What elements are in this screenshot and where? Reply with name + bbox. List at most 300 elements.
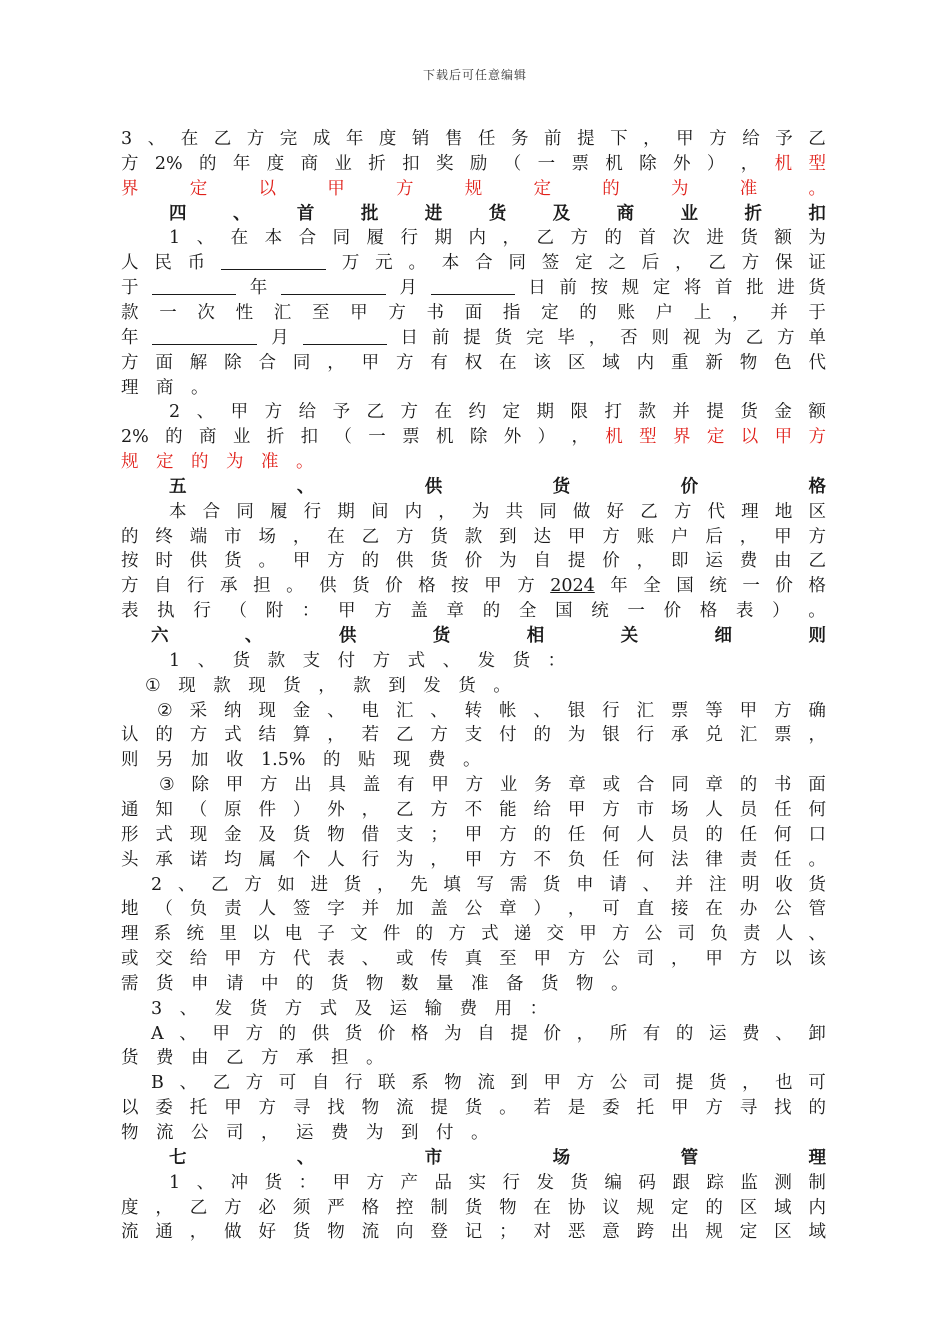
- text-char: 规: [621, 278, 640, 299]
- text-char: 人: [121, 253, 139, 274]
- text-char: 全: [643, 576, 661, 597]
- text-char: 甲: [225, 775, 244, 796]
- text-char: 货: [283, 675, 301, 696]
- text-char: ，: [567, 899, 586, 920]
- text-char: ，: [261, 1123, 279, 1143]
- text-char: 于: [121, 278, 139, 299]
- text-char: 定: [502, 402, 520, 423]
- text-char: 接: [671, 899, 689, 920]
- text-char: 另: [156, 750, 174, 771]
- text-char: 。: [808, 601, 826, 622]
- text-line: [121, 1121, 826, 1146]
- text-char: 的: [361, 551, 380, 572]
- text-char: 甲: [567, 526, 586, 547]
- text-char: 书: [426, 302, 444, 323]
- text-char: 在: [533, 1197, 551, 1218]
- text-char: 机: [436, 427, 454, 448]
- text-char: 内: [636, 352, 655, 373]
- text-char: 加: [396, 899, 414, 920]
- text-char: 需: [509, 874, 528, 895]
- text-char: 承: [220, 576, 238, 597]
- text-line: [121, 450, 826, 475]
- text-char: 日: [528, 278, 546, 299]
- text-char: 理: [808, 1147, 826, 1168]
- text-char: 统: [591, 601, 609, 622]
- text-char: 首: [638, 228, 656, 249]
- text-line: [151, 997, 826, 1022]
- text-char: 量: [436, 973, 454, 994]
- fill-in-blank[interactable]: [281, 276, 386, 295]
- text-char: （: [229, 601, 248, 622]
- text-char: 方: [430, 799, 448, 820]
- text-char: 商: [156, 377, 174, 398]
- text-line: [121, 748, 826, 773]
- text-char: 给: [533, 799, 551, 820]
- text-char: 除: [469, 427, 488, 448]
- text-char: ：: [547, 650, 566, 671]
- text-char: 方: [705, 1098, 723, 1119]
- text-char: 司: [642, 1073, 661, 1094]
- text-char: 的: [155, 725, 173, 746]
- text-char: 履: [269, 501, 288, 522]
- text-char: 、: [179, 1073, 197, 1094]
- text-char: 递: [513, 924, 532, 945]
- fill-in-blank[interactable]: [221, 251, 326, 270]
- text-char: 方: [602, 526, 620, 547]
- text-char: 格: [361, 1197, 380, 1218]
- text-char: 方: [396, 352, 414, 373]
- text-char: 托: [636, 1098, 655, 1119]
- text-char: 价: [385, 576, 403, 597]
- text-line: [159, 773, 826, 798]
- text-char: 供: [319, 576, 337, 597]
- text-char: 关: [620, 626, 639, 646]
- text-char: 供: [424, 476, 443, 497]
- text-char: 一: [537, 153, 556, 174]
- fill-in-blank[interactable]: [431, 276, 515, 295]
- text-char: 章: [705, 775, 723, 796]
- text-char: 跟: [672, 1172, 690, 1193]
- text-char: 扣: [300, 427, 319, 448]
- text-char: 甲: [484, 576, 502, 597]
- text-char: 于: [808, 302, 826, 323]
- text-char: 货: [224, 551, 242, 572]
- text-char: 价: [602, 551, 620, 572]
- text-char: 产: [400, 1172, 419, 1193]
- text-char: 乙: [211, 874, 229, 895]
- text-char: 端: [189, 526, 208, 547]
- text-char: 负: [189, 899, 208, 920]
- text-char: 货: [552, 476, 571, 497]
- text-char: 批: [746, 278, 764, 299]
- text-char: 明: [742, 874, 760, 895]
- text-char: 货: [121, 1048, 139, 1069]
- text-char: 任: [602, 849, 620, 870]
- text-char: 元: [375, 253, 393, 274]
- text-char: 必: [258, 1197, 276, 1218]
- text-char: 权: [464, 352, 483, 373]
- text-char: 到: [510, 1073, 528, 1094]
- text-char: 委: [602, 1098, 620, 1119]
- text-char: 共: [505, 501, 524, 522]
- text-char: 款: [638, 402, 656, 423]
- text-line: [121, 574, 826, 599]
- text-char: 有: [642, 1023, 661, 1044]
- text-char: 个: [292, 849, 311, 870]
- text-line: [169, 475, 826, 500]
- text-char: 找: [327, 1098, 345, 1119]
- text-char: 及: [258, 824, 276, 845]
- text-char: 乙: [212, 1073, 231, 1094]
- text-line: [151, 1071, 826, 1096]
- text-char: 兑: [705, 725, 723, 746]
- text-char: 前: [431, 327, 450, 348]
- text-char: 机: [605, 427, 623, 448]
- text-char: 的: [602, 178, 620, 199]
- text-char: B: [151, 1073, 164, 1094]
- text-char: 章: [499, 899, 517, 920]
- text-char: 方: [366, 1172, 385, 1193]
- text-char: 为: [366, 1123, 384, 1143]
- text-char: 货: [352, 576, 370, 597]
- text-char: 并: [361, 899, 380, 920]
- text-char: 乙: [213, 129, 232, 149]
- text-char: 该: [808, 949, 826, 970]
- text-char: 制: [430, 1197, 448, 1218]
- text-char: 首: [715, 278, 733, 299]
- text-char: 为: [471, 501, 490, 522]
- text-char: 货: [570, 1172, 588, 1193]
- text-char: 次: [197, 302, 215, 323]
- text-char: 何: [808, 799, 826, 820]
- text-char: 市: [224, 526, 242, 547]
- text-char: 方: [224, 1197, 242, 1218]
- text-char: 汇: [273, 302, 292, 323]
- text-char: 期: [536, 402, 554, 423]
- text-line: [121, 351, 826, 376]
- text-char: 场: [671, 799, 689, 820]
- text-char: 做: [572, 501, 591, 522]
- text-char: 行: [193, 601, 211, 622]
- text-char: 七: [169, 1147, 187, 1168]
- text-char: 解: [189, 352, 208, 373]
- text-char: 乙: [708, 253, 726, 274]
- text-char: 款: [213, 675, 231, 696]
- text-char: 方: [396, 526, 414, 547]
- text-char: 民: [154, 253, 172, 274]
- text-char: 甲: [543, 1073, 561, 1094]
- text-char: 本: [264, 228, 283, 249]
- text-char: 由: [774, 551, 792, 572]
- text-char: 细: [714, 626, 733, 646]
- text-char: 发: [214, 998, 233, 1019]
- text-char: 在: [499, 352, 517, 373]
- text-char: 货: [232, 650, 251, 671]
- text-char: 价: [775, 576, 793, 597]
- text-char: 统: [186, 924, 204, 945]
- text-char: 该: [533, 352, 551, 373]
- text-char: 物: [361, 1098, 380, 1119]
- text-char: 严: [327, 1197, 345, 1218]
- text-char: 统: [709, 576, 727, 597]
- text-char: 、: [244, 626, 263, 646]
- text-line: [121, 525, 826, 550]
- text-char: 责: [224, 899, 242, 920]
- text-char: 银: [567, 700, 586, 721]
- text-char: 流: [121, 1222, 139, 1243]
- text-char: 司: [677, 924, 695, 945]
- text-char: 、: [147, 129, 166, 149]
- text-char: 自: [533, 551, 551, 572]
- text-char: 款: [353, 675, 371, 696]
- text-char: 发: [477, 650, 496, 671]
- text-char: 方: [808, 526, 826, 547]
- text-char: 方: [121, 576, 139, 597]
- text-char: 费: [739, 551, 758, 572]
- text-char: 转: [464, 700, 483, 721]
- text-char: 。: [286, 576, 304, 597]
- text-char: 面: [808, 775, 826, 796]
- text-char: 何: [774, 824, 792, 845]
- text-char: 金: [224, 824, 242, 845]
- text-char: 输: [424, 998, 443, 1019]
- text-char: 款: [267, 650, 286, 671]
- text-char: 予: [332, 402, 351, 423]
- text-char: 在: [230, 228, 249, 249]
- text-char: 进: [706, 228, 724, 249]
- text-char: ，: [742, 1073, 760, 1094]
- text-char: ，: [576, 1023, 595, 1044]
- text-char: 通: [121, 799, 139, 820]
- text-char: 四: [169, 203, 187, 224]
- text-char: 进: [777, 278, 795, 299]
- text-char: 以: [258, 178, 276, 199]
- text-char: 知: [155, 799, 173, 820]
- text-char: 的: [322, 750, 341, 771]
- text-char: 后: [705, 526, 723, 547]
- text-char: 文: [350, 924, 368, 945]
- fill-in-blank[interactable]: [152, 276, 236, 295]
- text-char: 付: [499, 725, 517, 746]
- text-char: 方: [576, 1073, 595, 1094]
- fill-in-blank[interactable]: [152, 326, 257, 345]
- text-char: 本: [441, 253, 460, 274]
- text-char: 。: [499, 1098, 517, 1119]
- text-char: 到: [499, 526, 517, 547]
- text-char: 奖: [436, 153, 454, 174]
- text-char: 1.5%: [261, 750, 306, 771]
- text-char: 按: [121, 551, 139, 572]
- text-char: ，: [675, 253, 693, 274]
- text-char: ，: [430, 849, 448, 870]
- text-char: 现: [258, 700, 276, 721]
- text-char: ，: [155, 1197, 173, 1218]
- text-char: 纳: [223, 700, 242, 721]
- text-char: 供: [338, 626, 357, 646]
- text-char: 结: [258, 725, 276, 746]
- text-char: 扣: [808, 203, 826, 224]
- text-char: 公: [602, 949, 620, 970]
- text-char: 确: [808, 700, 826, 721]
- text-char: 借: [361, 824, 380, 845]
- text-char: 提: [577, 129, 595, 149]
- text-char: 向: [396, 1222, 414, 1243]
- text-char: 方: [400, 402, 419, 423]
- text-char: 定: [671, 1197, 689, 1218]
- text-char: ，: [588, 327, 607, 348]
- text-char: 人: [327, 849, 345, 870]
- text-char: 定: [541, 302, 559, 323]
- text-char: 填: [443, 874, 461, 895]
- text-char: 准: [261, 452, 279, 473]
- text-char: 承: [155, 849, 173, 870]
- text-char: 供: [311, 1023, 330, 1044]
- text-char: 货: [458, 675, 476, 696]
- text-char: 电: [361, 700, 379, 721]
- text-char: 有: [430, 352, 448, 373]
- text-char: 里: [219, 924, 237, 945]
- text-char: ，: [502, 228, 520, 249]
- text-char: 担: [331, 1048, 349, 1069]
- text-char: 甲: [224, 949, 242, 970]
- text-char: 。: [493, 675, 511, 696]
- text-char: 1: [169, 228, 181, 249]
- text-char: 月: [399, 278, 417, 299]
- text-char: 甲: [361, 352, 380, 373]
- text-char: ③: [159, 775, 175, 796]
- text-char: 数: [401, 973, 419, 994]
- text-char: 到: [388, 675, 406, 696]
- text-char: 若: [533, 1098, 551, 1119]
- text-char: 乙: [189, 1197, 208, 1218]
- text-char: 监: [740, 1172, 758, 1193]
- text-char: 码: [638, 1172, 656, 1193]
- text-line: [121, 127, 826, 152]
- text-char: 人: [636, 824, 655, 845]
- text-char: 行: [344, 1073, 363, 1094]
- text-char: 月: [271, 327, 289, 348]
- text-char: 折: [368, 153, 386, 174]
- text-char: 域: [602, 352, 620, 373]
- text-char: 按: [451, 576, 469, 597]
- text-char: 员: [671, 824, 689, 845]
- text-char: 甲: [327, 178, 345, 199]
- text-char: 票: [571, 153, 589, 174]
- text-char: 均: [224, 849, 242, 870]
- text-char: 甲: [567, 799, 586, 820]
- text-char: 给: [298, 402, 317, 423]
- text-char: 并: [672, 402, 690, 423]
- text-char: 提: [567, 551, 586, 572]
- text-char: 公: [464, 899, 483, 920]
- text-char: 同: [236, 501, 254, 522]
- text-char: 委: [155, 1098, 173, 1119]
- text-char: 约: [468, 402, 486, 423]
- text-char: 行: [303, 501, 322, 522]
- text-char: 甲: [464, 824, 483, 845]
- text-char: 司: [226, 1123, 244, 1143]
- text-char: 期: [337, 501, 355, 522]
- fill-in-blank[interactable]: [303, 326, 387, 345]
- text-char: 协: [567, 1197, 586, 1218]
- text-char: 外: [327, 799, 345, 820]
- text-char: 任: [774, 849, 792, 870]
- text-char: 重: [671, 352, 689, 373]
- text-char: 业: [232, 427, 251, 448]
- text-line: [121, 301, 826, 326]
- text-char: ：: [298, 1172, 317, 1193]
- text-char: 次: [672, 228, 690, 249]
- text-char: 方: [739, 949, 758, 970]
- text-char: 代: [292, 949, 311, 970]
- text-char: 年: [345, 129, 364, 149]
- text-char: 何: [636, 849, 655, 870]
- text-char: 的: [675, 1023, 694, 1044]
- text-char: 的: [533, 725, 551, 746]
- text-line: [169, 202, 826, 227]
- text-char: 物: [121, 1123, 139, 1143]
- text-char: 需: [121, 973, 139, 994]
- text-char: ，: [732, 302, 750, 323]
- text-char: 方: [465, 775, 484, 796]
- text-char: 算: [292, 725, 311, 746]
- text-char: 同: [508, 253, 526, 274]
- text-line: [121, 326, 826, 351]
- text-line: [121, 549, 826, 574]
- text-char: 为: [567, 725, 586, 746]
- text-char: 、: [642, 874, 660, 895]
- text-char: 盖: [430, 899, 448, 920]
- text-char: 申: [191, 973, 209, 994]
- text-char: 记: [464, 1222, 483, 1243]
- text-char: 票: [774, 725, 792, 746]
- text-char: 规: [705, 1222, 723, 1243]
- text-char: 做: [224, 1222, 242, 1243]
- text-char: ）: [706, 153, 725, 174]
- text-char: 的: [191, 452, 209, 473]
- text-line: [121, 1220, 826, 1245]
- text-char: 的: [579, 302, 597, 323]
- text-char: 方: [396, 178, 414, 199]
- text-char: 定: [739, 1222, 758, 1243]
- text-char: 行: [602, 700, 620, 721]
- text-char: 物: [366, 973, 384, 994]
- text-char: 甲: [464, 849, 483, 870]
- text-char: 、: [179, 1023, 197, 1044]
- text-char: 外: [503, 427, 522, 448]
- text-char: 货: [432, 626, 451, 646]
- text-char: 市: [424, 1147, 443, 1168]
- text-char: 进: [310, 874, 329, 895]
- text-char: 。: [462, 750, 481, 771]
- text-char: 现: [178, 675, 196, 696]
- text-char: ，: [361, 799, 380, 820]
- text-char: 商: [616, 203, 635, 224]
- text-char: 或: [396, 949, 414, 970]
- text-char: 联: [378, 1073, 396, 1094]
- text-char: 的: [533, 824, 551, 845]
- text-char: 年: [249, 278, 268, 299]
- text-char: 物: [327, 1222, 345, 1243]
- text-char: 若: [361, 725, 380, 746]
- text-char: 汇: [395, 700, 414, 721]
- text-char: 任: [477, 129, 496, 149]
- text-char: ，: [318, 675, 336, 696]
- text-char: 方: [602, 799, 620, 820]
- text-char: 自: [311, 1073, 330, 1094]
- text-char: 、: [177, 874, 196, 895]
- text-char: 货: [808, 278, 826, 299]
